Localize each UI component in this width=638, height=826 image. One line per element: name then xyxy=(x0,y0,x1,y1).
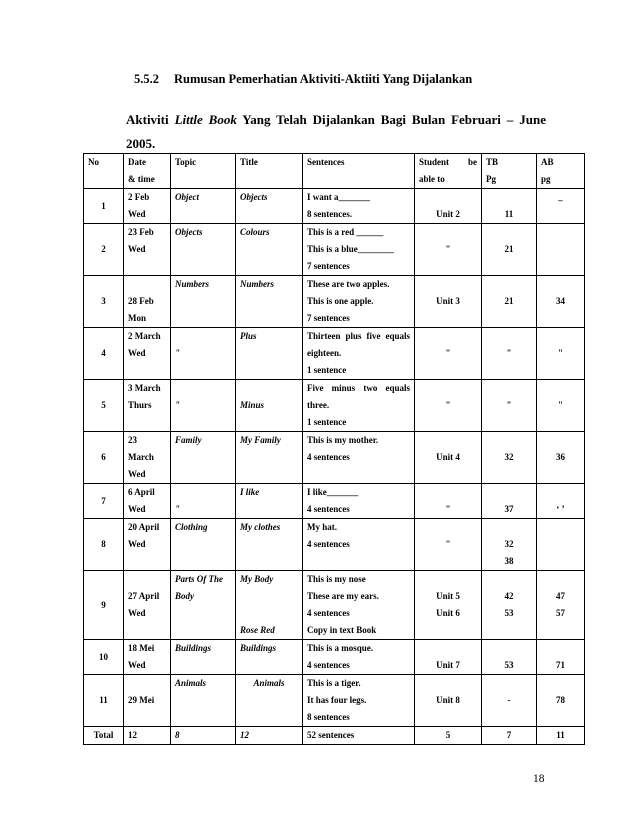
cell-topic xyxy=(171,276,236,328)
cell-line: 4 sentences xyxy=(307,539,350,549)
cell-line: 6 April xyxy=(128,487,155,497)
cell-line: " xyxy=(445,504,451,514)
cell-topic xyxy=(171,571,236,640)
cell-line: 20 April xyxy=(128,522,160,532)
cell-line xyxy=(175,484,231,501)
table-row xyxy=(84,484,585,519)
cell-line xyxy=(486,519,532,536)
cell-line: 3 March xyxy=(128,383,161,393)
cell-line: Numbers xyxy=(240,279,275,289)
cell-sentences xyxy=(303,432,415,484)
cell-student xyxy=(415,571,482,640)
cell-line xyxy=(541,640,580,657)
header-topic: Topic xyxy=(171,154,236,189)
cell-tb xyxy=(482,328,537,380)
cell-no: 10 xyxy=(84,640,124,675)
cell-ab xyxy=(537,189,585,224)
section-number: 5.5.2 xyxy=(134,72,159,86)
cell-line: " xyxy=(506,348,512,358)
cell-line: Object xyxy=(175,192,199,202)
cell-line: Unit 6 xyxy=(436,608,460,618)
subtitle-prefix: Aktiviti xyxy=(126,112,169,127)
cell-line: Wed xyxy=(128,504,146,514)
cell-line: It has four legs. xyxy=(307,695,367,705)
cell-title xyxy=(236,224,303,276)
header-date: Date & time xyxy=(124,154,171,189)
cell-line: March xyxy=(128,452,154,462)
cell-line xyxy=(486,571,532,588)
cell-sentences xyxy=(303,276,415,328)
cell-no: 6 xyxy=(84,432,124,484)
cell-line: 32 xyxy=(504,539,514,549)
table-row xyxy=(84,189,585,224)
cell-line: My Family xyxy=(240,435,281,445)
cell-line xyxy=(419,189,477,206)
cell-line: 38 xyxy=(504,556,514,566)
cell-line: Clothing xyxy=(175,522,208,532)
cell-date xyxy=(124,432,171,484)
table-row xyxy=(84,380,585,432)
cell-line xyxy=(541,484,580,501)
cell-line: 21 xyxy=(504,296,514,306)
cell-line xyxy=(175,380,231,397)
cell-line: 53 xyxy=(504,608,514,618)
table-row xyxy=(84,276,585,328)
cell-line: " xyxy=(506,400,512,410)
cell-line: 27 April xyxy=(128,591,160,601)
cell-line: eighteen. xyxy=(307,348,342,358)
cell-date xyxy=(124,484,171,519)
cell-line: Objects xyxy=(240,192,268,202)
page-number: 18 xyxy=(533,773,545,785)
cell-line: 37 xyxy=(504,504,514,514)
cell-student xyxy=(415,484,482,519)
cell-topic xyxy=(171,484,236,519)
cell-line: _ xyxy=(558,192,563,202)
cell-line xyxy=(541,328,580,345)
cell-date xyxy=(124,640,171,675)
cell-title xyxy=(236,640,303,675)
cell-line: These are two apples. xyxy=(307,279,390,289)
cell-line xyxy=(486,189,532,206)
cell-line: " xyxy=(445,539,451,549)
cell-line: " xyxy=(445,244,451,254)
cell-no: 2 xyxy=(84,224,124,276)
cell-student xyxy=(415,640,482,675)
cell-ab xyxy=(537,571,585,640)
cell-date xyxy=(124,519,171,571)
cell-line xyxy=(128,276,166,293)
cell-line xyxy=(486,224,532,241)
cell-line: 4 sentences xyxy=(307,608,350,618)
cell-line xyxy=(541,380,580,397)
cell-title xyxy=(236,380,303,432)
cell-line: Family xyxy=(175,435,202,445)
cell-date xyxy=(124,224,171,276)
cell-line: three. xyxy=(307,400,330,410)
cell-line xyxy=(486,380,532,397)
cell-date xyxy=(124,571,171,640)
total-topic: 8 xyxy=(171,727,236,745)
cell-ab xyxy=(537,224,585,276)
cell-no: 7 xyxy=(84,484,124,519)
cell-line: 23 Feb xyxy=(128,227,154,237)
cell-ab xyxy=(537,276,585,328)
cell-line: This is a blue________ xyxy=(307,244,394,254)
cell-line: Parts Of The xyxy=(175,574,223,584)
cell-ab xyxy=(537,484,585,519)
cell-title xyxy=(236,276,303,328)
cell-line xyxy=(541,675,580,692)
cell-title xyxy=(236,675,303,727)
cell-tb xyxy=(482,276,537,328)
cell-line: This is my mother. xyxy=(307,435,379,445)
cell-line: Minus xyxy=(240,400,265,410)
cell-line: Wed xyxy=(128,469,146,479)
cell-line xyxy=(128,571,166,588)
total-tb: 7 xyxy=(482,727,537,745)
cell-topic xyxy=(171,675,236,727)
cell-line: I want a_______ xyxy=(307,192,371,202)
cell-line: Numbers xyxy=(175,279,210,289)
table-row xyxy=(84,328,585,380)
table-row xyxy=(84,571,585,640)
cell-line: Unit 3 xyxy=(436,296,460,306)
cell-sentences xyxy=(303,571,415,640)
cell-line xyxy=(486,640,532,657)
cell-line: - xyxy=(507,695,511,705)
cell-line xyxy=(175,328,231,345)
cell-student xyxy=(415,380,482,432)
cell-title xyxy=(236,571,303,640)
table-header-row xyxy=(84,154,585,189)
cell-line xyxy=(541,276,580,293)
cell-tb xyxy=(482,484,537,519)
cell-line xyxy=(419,675,477,692)
total-title: 12 xyxy=(236,727,303,745)
cell-line xyxy=(541,224,580,241)
cell-no: 11 xyxy=(84,675,124,727)
cell-line: This is a tiger. xyxy=(307,678,361,688)
total-date: 12 xyxy=(124,727,171,745)
cell-line: 4 sentences xyxy=(307,504,350,514)
cell-tb xyxy=(482,571,537,640)
header-ab: AB pg xyxy=(537,154,585,189)
cell-line: Unit 8 xyxy=(436,695,460,705)
cell-ab xyxy=(537,380,585,432)
cell-line: 21 xyxy=(504,244,514,254)
cell-line: 53 xyxy=(504,660,514,670)
cell-title xyxy=(236,519,303,571)
cell-line xyxy=(419,380,477,397)
cell-line xyxy=(240,588,298,605)
cell-line: Wed xyxy=(128,348,146,358)
cell-line: Wed xyxy=(128,244,146,254)
cell-line xyxy=(541,519,580,536)
cell-line xyxy=(419,276,477,293)
total-ab: 11 xyxy=(537,727,585,745)
cell-line: " xyxy=(445,400,451,410)
cell-topic xyxy=(171,432,236,484)
cell-line: My clothes xyxy=(240,522,281,532)
cell-line: Unit 7 xyxy=(436,660,460,670)
header-sentences: Sentences xyxy=(303,154,415,189)
cell-ab xyxy=(537,519,585,571)
subtitle-suffix: Yang Telah Dijalankan Bagi Bulan Februari – June xyxy=(242,112,546,127)
cell-date xyxy=(124,189,171,224)
cell-line: I like xyxy=(240,487,260,497)
cell-ab xyxy=(537,675,585,727)
cell-line: These are my ears. xyxy=(307,591,379,601)
section-title: Rumusan Pemerhatian Aktiviti-Aktiiti Yang Dijalankan xyxy=(174,72,473,86)
cell-line: Objects xyxy=(175,227,203,237)
cell-sentences xyxy=(303,328,415,380)
cell-line: " xyxy=(175,504,180,514)
cell-line xyxy=(419,519,477,536)
cell-line xyxy=(486,276,532,293)
cell-tb xyxy=(482,189,537,224)
cell-student xyxy=(415,519,482,571)
section-heading xyxy=(134,72,472,87)
cell-tb xyxy=(482,640,537,675)
cell-line xyxy=(541,571,580,588)
cell-line: Thirteen plus five equals xyxy=(307,331,410,341)
cell-tb xyxy=(482,380,537,432)
table-row xyxy=(84,224,585,276)
cell-no: 3 xyxy=(84,276,124,328)
cell-line: " xyxy=(175,400,180,410)
header-student: Student be able to xyxy=(415,154,482,189)
total-student: 5 xyxy=(415,727,482,745)
header-no: No xyxy=(84,154,124,189)
cell-line xyxy=(486,328,532,345)
cell-tb xyxy=(482,519,537,571)
cell-line: 57 xyxy=(556,608,565,618)
cell-line: Unit 2 xyxy=(436,209,460,219)
cell-line xyxy=(419,484,477,501)
cell-student xyxy=(415,432,482,484)
cell-ab xyxy=(537,328,585,380)
total-sentences: 52 sentences xyxy=(303,727,415,745)
cell-date xyxy=(124,380,171,432)
cell-student xyxy=(415,276,482,328)
cell-line: Thurs xyxy=(128,400,152,410)
cell-title xyxy=(236,328,303,380)
cell-topic xyxy=(171,328,236,380)
cell-tb xyxy=(482,675,537,727)
cell-sentences xyxy=(303,224,415,276)
total-label: Total xyxy=(84,727,124,745)
cell-student xyxy=(415,224,482,276)
cell-ab xyxy=(537,432,585,484)
cell-date xyxy=(124,675,171,727)
cell-line: Buildings xyxy=(240,643,277,653)
cell-line: 2 March xyxy=(128,331,161,341)
cell-line xyxy=(486,675,532,692)
cell-line: 8 sentences xyxy=(307,712,350,722)
cell-line: 18 Mei xyxy=(128,643,155,653)
cell-no: 4 xyxy=(84,328,124,380)
cell-line xyxy=(419,328,477,345)
cell-line: 23 xyxy=(128,435,137,445)
cell-line: Wed xyxy=(128,660,146,670)
cell-line: My Body xyxy=(240,574,274,584)
cell-sentences xyxy=(303,519,415,571)
cell-line: 36 xyxy=(556,452,565,462)
cell-no: 1 xyxy=(84,189,124,224)
cell-topic xyxy=(171,640,236,675)
cell-title xyxy=(236,189,303,224)
cell-line: 4 sentences xyxy=(307,452,350,462)
cell-line xyxy=(541,432,580,449)
cell-sentences xyxy=(303,380,415,432)
cell-line: ‘ ’ xyxy=(556,504,565,514)
cell-line xyxy=(419,571,477,588)
cell-line xyxy=(419,224,477,241)
cell-title xyxy=(236,484,303,519)
cell-line: Rose Red xyxy=(240,625,275,635)
cell-topic xyxy=(171,189,236,224)
activity-table xyxy=(83,153,585,745)
cell-topic xyxy=(171,224,236,276)
cell-line: Animals xyxy=(175,678,207,688)
subtitle-line-2: 2005. xyxy=(126,136,156,151)
cell-line: Wed xyxy=(128,608,146,618)
cell-line: " xyxy=(558,400,563,410)
cell-line: This is a mosque. xyxy=(307,643,374,653)
cell-line: Body xyxy=(175,591,194,601)
cell-line: Five minus two equals xyxy=(307,383,410,393)
cell-line: 7 sentences xyxy=(307,313,350,323)
cell-line: Copy in text Book xyxy=(307,625,377,635)
cell-title xyxy=(236,432,303,484)
cell-ab xyxy=(537,640,585,675)
cell-line: " xyxy=(558,348,563,358)
table-row xyxy=(84,640,585,675)
cell-sentences xyxy=(303,189,415,224)
cell-line: 42 xyxy=(504,591,514,601)
cell-line: Colours xyxy=(240,227,270,237)
cell-line: This is a red ______ xyxy=(307,227,384,237)
cell-line: 29 Mei xyxy=(128,695,155,705)
cell-line: Plus xyxy=(240,331,257,341)
cell-student xyxy=(415,675,482,727)
cell-line: 8 sentences. xyxy=(307,209,352,219)
cell-line: 1 sentence xyxy=(307,365,347,375)
table-row xyxy=(84,432,585,484)
cell-line: 47 xyxy=(556,591,565,601)
cell-sentences xyxy=(303,484,415,519)
cell-line: This is my nose xyxy=(307,574,366,584)
cell-date xyxy=(124,276,171,328)
cell-line xyxy=(240,380,298,397)
cell-topic xyxy=(171,519,236,571)
cell-line: I like_______ xyxy=(307,487,359,497)
cell-line: " xyxy=(175,348,180,358)
cell-tb xyxy=(482,224,537,276)
table-row xyxy=(84,675,585,727)
cell-topic xyxy=(171,380,236,432)
subtitle-line-1 xyxy=(126,108,546,132)
cell-line: Mon xyxy=(128,313,146,323)
cell-no: 8 xyxy=(84,519,124,571)
cell-line xyxy=(128,675,166,692)
cell-date xyxy=(124,328,171,380)
cell-line: 2 Feb xyxy=(128,192,150,202)
cell-no: 9 xyxy=(84,571,124,640)
cell-student xyxy=(415,189,482,224)
cell-line xyxy=(240,605,298,622)
cell-line: " xyxy=(445,348,451,358)
cell-line: 11 xyxy=(504,209,514,219)
cell-line: Unit 4 xyxy=(436,452,460,462)
header-title: Title xyxy=(236,154,303,189)
cell-line: 32 xyxy=(504,452,514,462)
cell-line: 4 sentences xyxy=(307,660,350,670)
cell-tb xyxy=(482,432,537,484)
cell-line: Wed xyxy=(128,209,146,219)
cell-line: 7 sentences xyxy=(307,261,350,271)
cell-line: Wed xyxy=(128,539,146,549)
cell-line: My hat. xyxy=(307,522,337,532)
cell-line: 34 xyxy=(556,296,565,306)
cell-line: Unit 5 xyxy=(436,591,460,601)
cell-line xyxy=(486,484,532,501)
cell-no: 5 xyxy=(84,380,124,432)
cell-line xyxy=(419,432,477,449)
table-row xyxy=(84,519,585,571)
subtitle-book-name: Little Book xyxy=(174,112,237,127)
cell-line xyxy=(486,432,532,449)
table-total-row xyxy=(84,727,585,745)
cell-sentences xyxy=(303,675,415,727)
cell-line: 78 xyxy=(556,695,565,705)
cell-student xyxy=(415,328,482,380)
cell-line: 71 xyxy=(556,660,565,670)
cell-line: This is one apple. xyxy=(307,296,374,306)
cell-line: Animals xyxy=(253,678,285,688)
header-tb: TB Pg xyxy=(482,154,537,189)
cell-line xyxy=(419,640,477,657)
cell-line: Buildings xyxy=(175,643,212,653)
cell-line: 1 sentence xyxy=(307,417,347,427)
cell-line: 28 Feb xyxy=(128,296,154,306)
cell-sentences xyxy=(303,640,415,675)
